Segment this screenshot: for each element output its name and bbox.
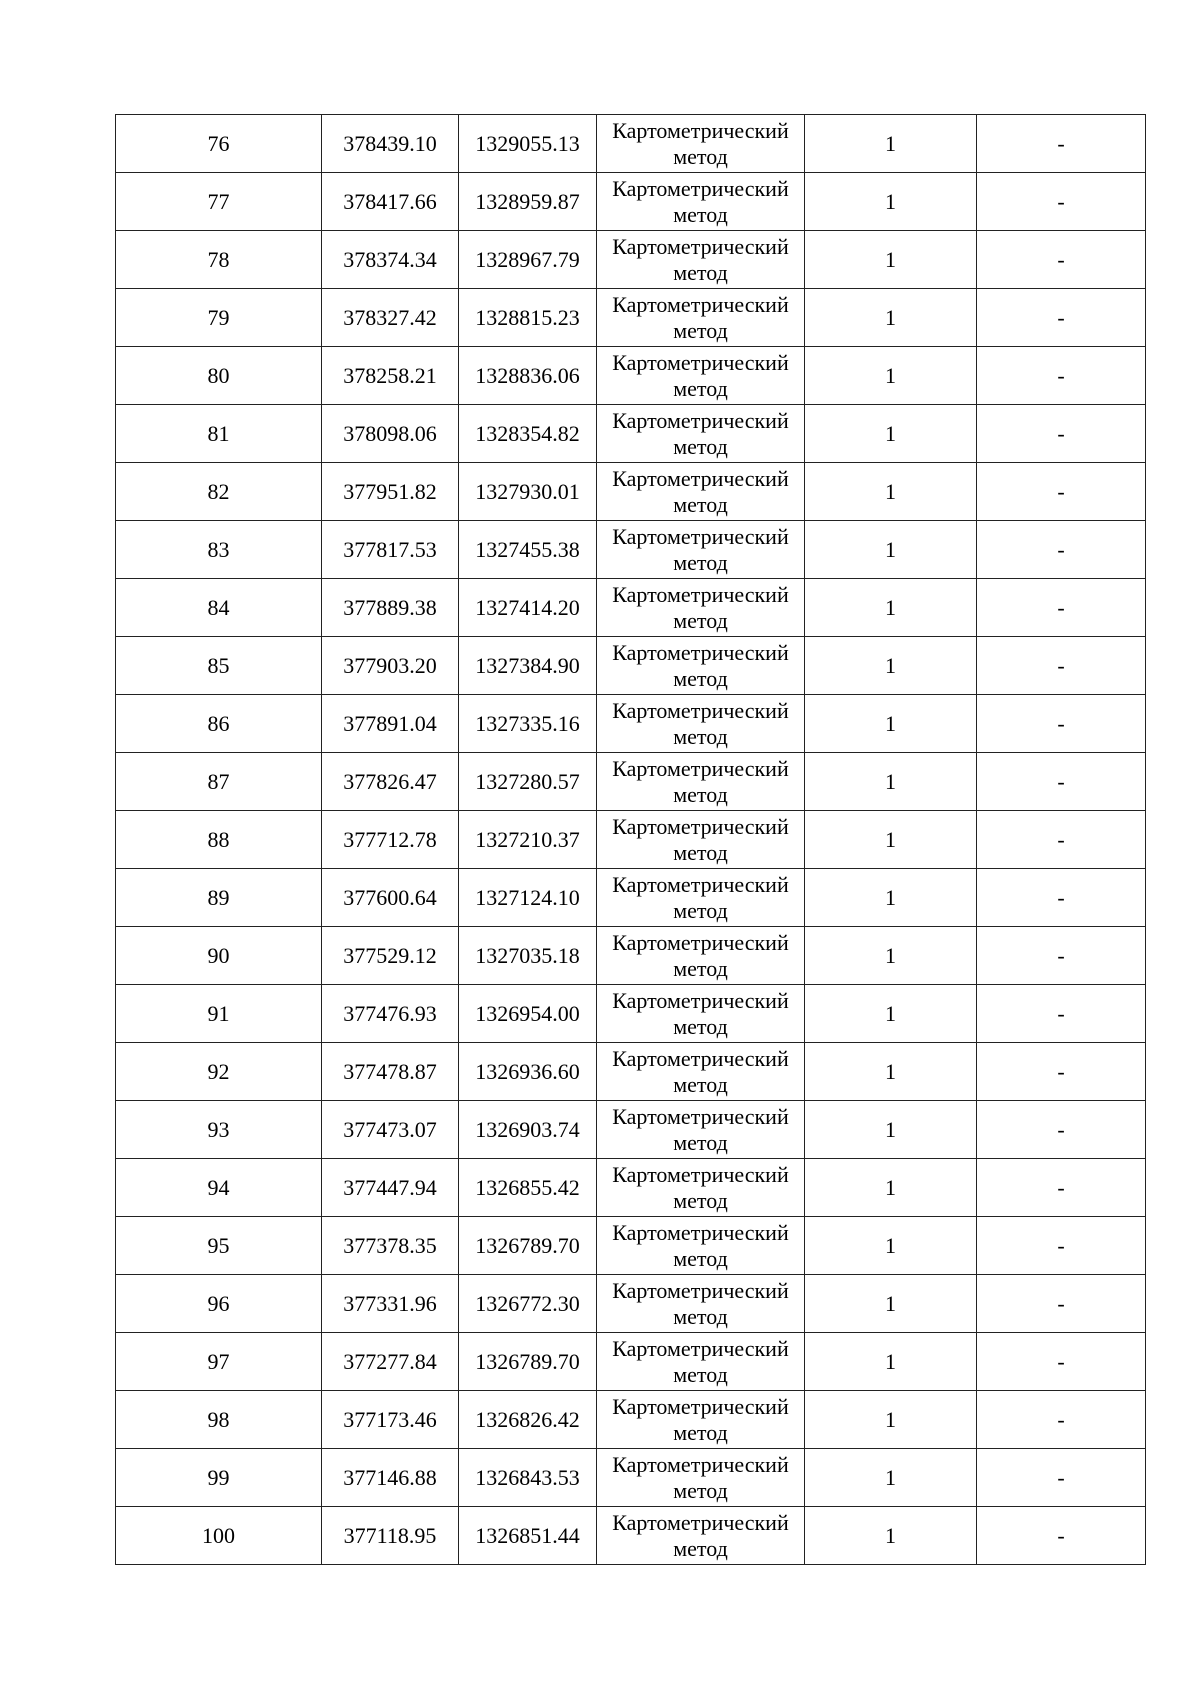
point-number-cell: 82 — [116, 463, 322, 521]
method-text: метод — [673, 839, 728, 865]
table-row — [116, 1275, 1146, 1333]
accuracy-cell: 1 — [805, 637, 977, 695]
note-cell: - — [977, 927, 1146, 985]
x-coordinate-cell: 377529.12 — [322, 927, 459, 985]
note-cell: - — [977, 463, 1146, 521]
y-coordinate-cell: 1326954.00 — [459, 985, 597, 1043]
note-cell: - — [977, 1449, 1146, 1507]
point-number-cell: 90 — [116, 927, 322, 985]
method-text: Картометрический — [612, 349, 789, 375]
table-row — [116, 347, 1146, 405]
point-number-cell: 83 — [116, 521, 322, 579]
point-number-cell: 98 — [116, 1391, 322, 1449]
method-text: метод — [673, 955, 728, 981]
accuracy-cell: 1 — [805, 869, 977, 927]
x-coordinate-cell: 378374.34 — [322, 231, 459, 289]
y-coordinate-cell: 1327124.10 — [459, 869, 597, 927]
method-cell — [597, 115, 805, 173]
method-text: Картометрический — [612, 1335, 789, 1361]
x-coordinate-cell: 377817.53 — [322, 521, 459, 579]
note-cell: - — [977, 1391, 1146, 1449]
note-cell: - — [977, 811, 1146, 869]
method-text: Картометрический — [612, 987, 789, 1013]
method-text: метод — [673, 549, 728, 575]
method-text: Картометрический — [612, 639, 789, 665]
y-coordinate-cell: 1327210.37 — [459, 811, 597, 869]
x-coordinate-cell: 377146.88 — [322, 1449, 459, 1507]
method-cell — [597, 405, 805, 463]
point-number-cell: 100 — [116, 1507, 322, 1565]
x-coordinate-cell: 377600.64 — [322, 869, 459, 927]
method-text: метод — [673, 491, 728, 517]
x-coordinate-cell: 377118.95 — [322, 1507, 459, 1565]
y-coordinate-cell: 1328836.06 — [459, 347, 597, 405]
method-text: метод — [673, 1129, 728, 1155]
point-number-cell: 79 — [116, 289, 322, 347]
x-coordinate-cell: 377951.82 — [322, 463, 459, 521]
y-coordinate-cell: 1327384.90 — [459, 637, 597, 695]
method-text: метод — [673, 1477, 728, 1503]
method-cell — [597, 637, 805, 695]
table-row — [116, 985, 1146, 1043]
point-number-cell: 88 — [116, 811, 322, 869]
method-text: метод — [673, 723, 728, 749]
y-coordinate-cell: 1328967.79 — [459, 231, 597, 289]
method-cell — [597, 695, 805, 753]
y-coordinate-cell: 1326903.74 — [459, 1101, 597, 1159]
note-cell: - — [977, 1333, 1146, 1391]
table-row — [116, 463, 1146, 521]
note-cell: - — [977, 405, 1146, 463]
point-number-cell: 86 — [116, 695, 322, 753]
point-number-cell: 95 — [116, 1217, 322, 1275]
x-coordinate-cell: 377476.93 — [322, 985, 459, 1043]
y-coordinate-cell: 1326843.53 — [459, 1449, 597, 1507]
point-number-cell: 78 — [116, 231, 322, 289]
x-coordinate-cell: 377331.96 — [322, 1275, 459, 1333]
table-row — [116, 1391, 1146, 1449]
accuracy-cell: 1 — [805, 1159, 977, 1217]
point-number-cell: 91 — [116, 985, 322, 1043]
y-coordinate-cell: 1328959.87 — [459, 173, 597, 231]
accuracy-cell: 1 — [805, 1043, 977, 1101]
accuracy-cell: 1 — [805, 521, 977, 579]
note-cell: - — [977, 231, 1146, 289]
table-row — [116, 521, 1146, 579]
accuracy-cell: 1 — [805, 1217, 977, 1275]
method-text: метод — [673, 433, 728, 459]
point-number-cell: 84 — [116, 579, 322, 637]
accuracy-cell: 1 — [805, 695, 977, 753]
method-text: метод — [673, 607, 728, 633]
accuracy-cell: 1 — [805, 1101, 977, 1159]
note-cell: - — [977, 521, 1146, 579]
point-number-cell: 89 — [116, 869, 322, 927]
accuracy-cell: 1 — [805, 231, 977, 289]
coordinates-table-body — [116, 115, 1146, 1565]
x-coordinate-cell: 377478.87 — [322, 1043, 459, 1101]
x-coordinate-cell: 377277.84 — [322, 1333, 459, 1391]
table-row — [116, 579, 1146, 637]
accuracy-cell: 1 — [805, 927, 977, 985]
method-text: Картометрический — [612, 755, 789, 781]
table-row — [116, 115, 1146, 173]
method-text: метод — [673, 1071, 728, 1097]
table-row — [116, 289, 1146, 347]
method-cell — [597, 231, 805, 289]
accuracy-cell: 1 — [805, 289, 977, 347]
accuracy-cell: 1 — [805, 1391, 977, 1449]
method-cell — [597, 1101, 805, 1159]
y-coordinate-cell: 1327414.20 — [459, 579, 597, 637]
accuracy-cell: 1 — [805, 985, 977, 1043]
note-cell: - — [977, 637, 1146, 695]
method-text: метод — [673, 781, 728, 807]
method-text: Картометрический — [612, 291, 789, 317]
note-cell: - — [977, 289, 1146, 347]
method-cell — [597, 985, 805, 1043]
method-text: Картометрический — [612, 697, 789, 723]
point-number-cell: 81 — [116, 405, 322, 463]
point-number-cell: 97 — [116, 1333, 322, 1391]
x-coordinate-cell: 377891.04 — [322, 695, 459, 753]
note-cell: - — [977, 1507, 1146, 1565]
method-text: Картометрический — [612, 1103, 789, 1129]
method-text: метод — [673, 143, 728, 169]
x-coordinate-cell: 378439.10 — [322, 115, 459, 173]
point-number-cell: 85 — [116, 637, 322, 695]
method-text: метод — [673, 897, 728, 923]
accuracy-cell: 1 — [805, 1333, 977, 1391]
y-coordinate-cell: 1326855.42 — [459, 1159, 597, 1217]
note-cell: - — [977, 173, 1146, 231]
method-text: метод — [673, 317, 728, 343]
y-coordinate-cell: 1327930.01 — [459, 463, 597, 521]
table-row — [116, 637, 1146, 695]
method-text: метод — [673, 1361, 728, 1387]
accuracy-cell: 1 — [805, 1507, 977, 1565]
note-cell: - — [977, 985, 1146, 1043]
note-cell: - — [977, 1043, 1146, 1101]
point-number-cell: 76 — [116, 115, 322, 173]
method-text: метод — [673, 201, 728, 227]
table-row — [116, 1507, 1146, 1565]
method-cell — [597, 579, 805, 637]
note-cell: - — [977, 579, 1146, 637]
y-coordinate-cell: 1328354.82 — [459, 405, 597, 463]
method-text: Картометрический — [612, 233, 789, 259]
method-text: Картометрический — [612, 407, 789, 433]
x-coordinate-cell: 377712.78 — [322, 811, 459, 869]
method-text: Картометрический — [612, 929, 789, 955]
point-number-cell: 92 — [116, 1043, 322, 1101]
table-row — [116, 811, 1146, 869]
method-cell — [597, 1333, 805, 1391]
table-row — [116, 753, 1146, 811]
method-text: Картометрический — [612, 1277, 789, 1303]
point-number-cell: 93 — [116, 1101, 322, 1159]
x-coordinate-cell: 377889.38 — [322, 579, 459, 637]
y-coordinate-cell: 1326826.42 — [459, 1391, 597, 1449]
table-row — [116, 1159, 1146, 1217]
accuracy-cell: 1 — [805, 347, 977, 405]
table-row — [116, 1217, 1146, 1275]
method-cell — [597, 1391, 805, 1449]
method-text: Картометрический — [612, 1045, 789, 1071]
note-cell: - — [977, 869, 1146, 927]
accuracy-cell: 1 — [805, 811, 977, 869]
method-text: метод — [673, 259, 728, 285]
point-number-cell: 80 — [116, 347, 322, 405]
note-cell: - — [977, 1101, 1146, 1159]
y-coordinate-cell: 1328815.23 — [459, 289, 597, 347]
table-row — [116, 927, 1146, 985]
method-cell — [597, 1275, 805, 1333]
accuracy-cell: 1 — [805, 115, 977, 173]
table-row — [116, 1449, 1146, 1507]
y-coordinate-cell: 1326789.70 — [459, 1333, 597, 1391]
method-cell — [597, 521, 805, 579]
note-cell: - — [977, 695, 1146, 753]
note-cell: - — [977, 347, 1146, 405]
method-text: Картометрический — [612, 813, 789, 839]
table-row — [116, 173, 1146, 231]
method-cell — [597, 1507, 805, 1565]
point-number-cell: 87 — [116, 753, 322, 811]
accuracy-cell: 1 — [805, 405, 977, 463]
point-number-cell: 77 — [116, 173, 322, 231]
method-text: Картометрический — [612, 581, 789, 607]
x-coordinate-cell: 377378.35 — [322, 1217, 459, 1275]
method-text: метод — [673, 1303, 728, 1329]
method-text: Картометрический — [612, 465, 789, 491]
x-coordinate-cell: 378327.42 — [322, 289, 459, 347]
accuracy-cell: 1 — [805, 463, 977, 521]
method-text: метод — [673, 375, 728, 401]
coordinates-table-container — [115, 114, 1146, 1565]
note-cell: - — [977, 753, 1146, 811]
y-coordinate-cell: 1326789.70 — [459, 1217, 597, 1275]
x-coordinate-cell: 377447.94 — [322, 1159, 459, 1217]
accuracy-cell: 1 — [805, 1449, 977, 1507]
method-text: метод — [673, 1187, 728, 1213]
method-text: Картометрический — [612, 117, 789, 143]
method-cell — [597, 1043, 805, 1101]
method-text: метод — [673, 1535, 728, 1561]
x-coordinate-cell: 378258.21 — [322, 347, 459, 405]
x-coordinate-cell: 378417.66 — [322, 173, 459, 231]
method-text: метод — [673, 1419, 728, 1445]
method-cell — [597, 289, 805, 347]
method-cell — [597, 753, 805, 811]
method-text: метод — [673, 1245, 728, 1271]
method-text: Картометрический — [612, 871, 789, 897]
method-text: Картометрический — [612, 1219, 789, 1245]
table-row — [116, 695, 1146, 753]
y-coordinate-cell: 1326851.44 — [459, 1507, 597, 1565]
method-cell — [597, 1217, 805, 1275]
table-row — [116, 869, 1146, 927]
y-coordinate-cell: 1326772.30 — [459, 1275, 597, 1333]
point-number-cell: 99 — [116, 1449, 322, 1507]
method-cell — [597, 347, 805, 405]
method-text: Картометрический — [612, 1161, 789, 1187]
method-cell — [597, 869, 805, 927]
method-text: Картометрический — [612, 175, 789, 201]
x-coordinate-cell: 377826.47 — [322, 753, 459, 811]
table-row — [116, 1333, 1146, 1391]
method-text: Картометрический — [612, 1393, 789, 1419]
method-cell — [597, 173, 805, 231]
y-coordinate-cell: 1327335.16 — [459, 695, 597, 753]
point-number-cell: 96 — [116, 1275, 322, 1333]
method-cell — [597, 463, 805, 521]
table-row — [116, 231, 1146, 289]
method-cell — [597, 927, 805, 985]
accuracy-cell: 1 — [805, 753, 977, 811]
note-cell: - — [977, 1159, 1146, 1217]
point-number-cell: 94 — [116, 1159, 322, 1217]
y-coordinate-cell: 1329055.13 — [459, 115, 597, 173]
x-coordinate-cell: 377173.46 — [322, 1391, 459, 1449]
method-text: Картометрический — [612, 523, 789, 549]
coordinates-table — [115, 114, 1146, 1565]
method-cell — [597, 1449, 805, 1507]
method-text: Картометрический — [612, 1509, 789, 1535]
y-coordinate-cell: 1327455.38 — [459, 521, 597, 579]
note-cell: - — [977, 1217, 1146, 1275]
method-cell — [597, 1159, 805, 1217]
x-coordinate-cell: 378098.06 — [322, 405, 459, 463]
table-row — [116, 405, 1146, 463]
note-cell: - — [977, 1275, 1146, 1333]
accuracy-cell: 1 — [805, 579, 977, 637]
note-cell: - — [977, 115, 1146, 173]
x-coordinate-cell: 377473.07 — [322, 1101, 459, 1159]
accuracy-cell: 1 — [805, 1275, 977, 1333]
y-coordinate-cell: 1327280.57 — [459, 753, 597, 811]
table-row — [116, 1043, 1146, 1101]
method-text: Картометрический — [612, 1451, 789, 1477]
x-coordinate-cell: 377903.20 — [322, 637, 459, 695]
method-text: метод — [673, 1013, 728, 1039]
method-cell — [597, 811, 805, 869]
y-coordinate-cell: 1327035.18 — [459, 927, 597, 985]
method-text: метод — [673, 665, 728, 691]
accuracy-cell: 1 — [805, 173, 977, 231]
y-coordinate-cell: 1326936.60 — [459, 1043, 597, 1101]
table-row — [116, 1101, 1146, 1159]
